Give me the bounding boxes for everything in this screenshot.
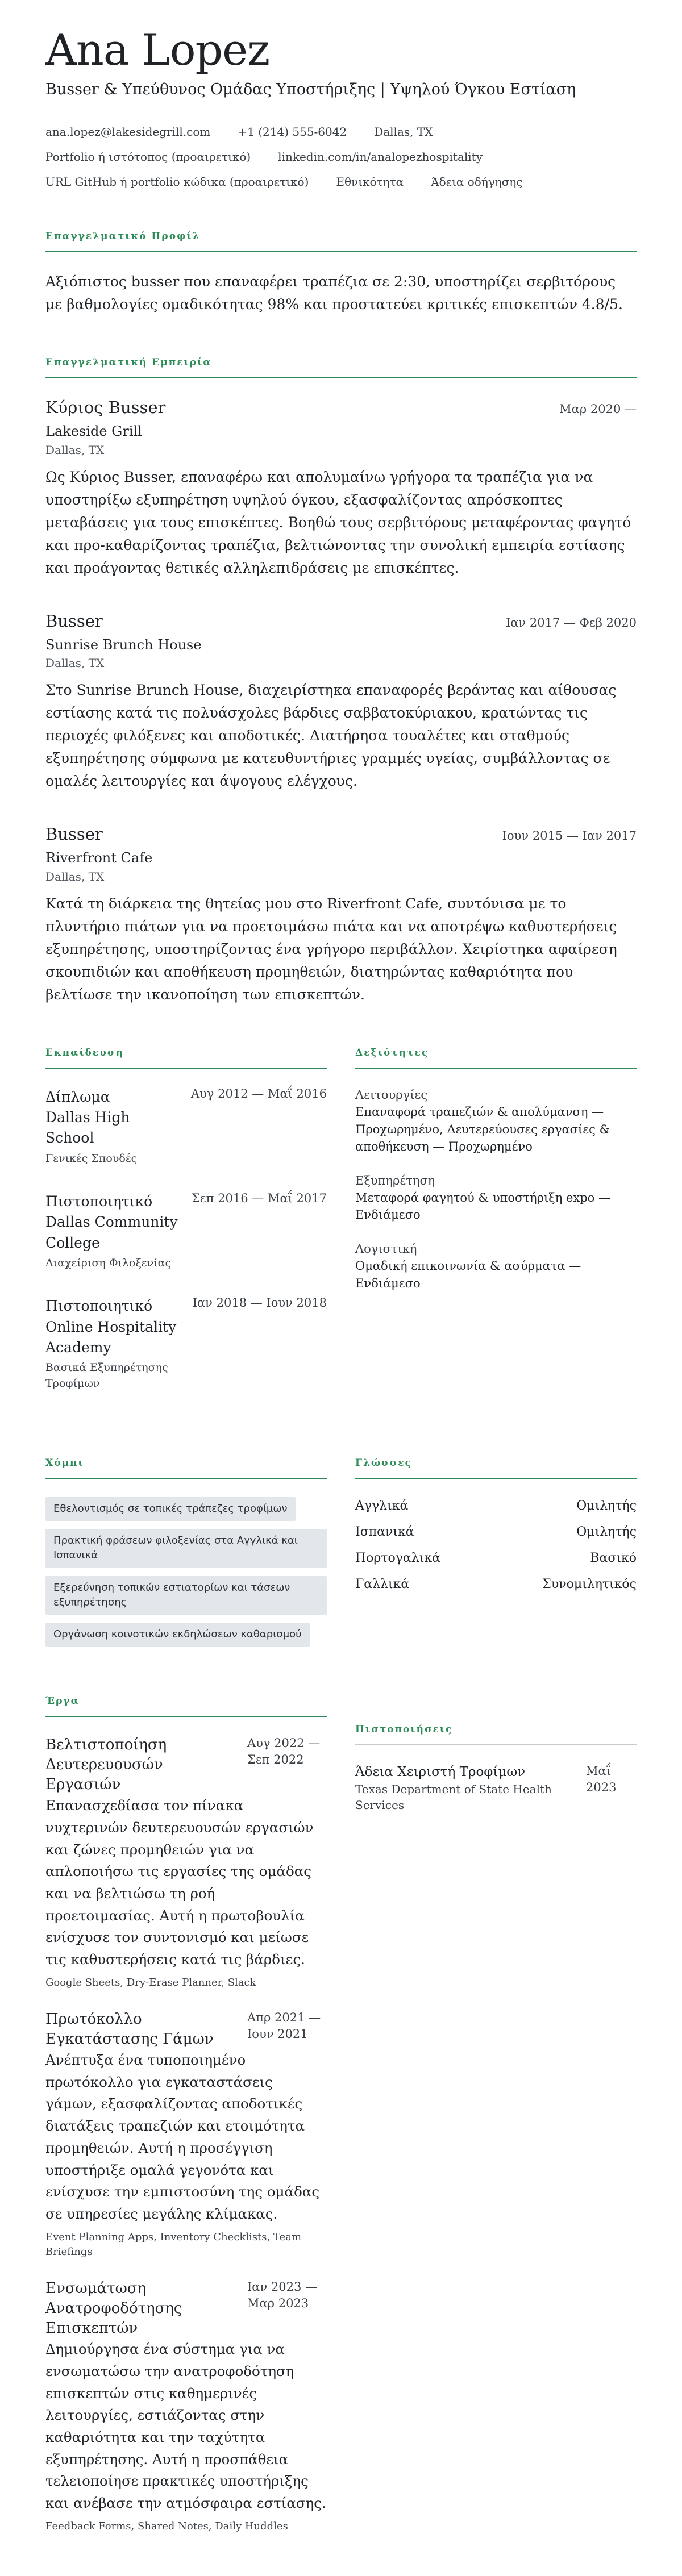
education-school: Dallas Community College bbox=[45, 1214, 178, 1251]
section-title: Πιστοποιήσεις bbox=[355, 1724, 637, 1745]
github-link[interactable]: URL GitHub ή portfolio κώδικα (προαιρετικό) bbox=[45, 175, 309, 189]
job-company: Riverfront Cafe bbox=[45, 850, 153, 866]
skill-list: Μεταφορά φαγητού & υποστήριξη expo — Ενδιάμεσο bbox=[355, 1190, 610, 1222]
projects-section bbox=[45, 1695, 327, 2553]
job-entry bbox=[45, 397, 637, 580]
section-title: Επαγγελματικό Προφίλ bbox=[45, 231, 637, 252]
hobbies-section bbox=[45, 1457, 327, 1654]
certification-issuer: Texas Department of State Health Services bbox=[355, 1782, 552, 1812]
project-description: Δημιούργησα ένα σύστημα για να ενσωματώσω την ανατροφοδότηση επισκεπτών στις καθημερινές λειτουργίες, εστιάζοντας στην καθαριότητα και την ταχύτητα εξυπηρέτησης. Αυτή η προσπάθεια τελειοποίησε πρακτικές υποστήριξης και ανέβασε την ατμόσφαιρα εστίασης. bbox=[45, 2341, 326, 2512]
project-entry bbox=[45, 1735, 327, 1990]
project-dates: Ιαν 2023 — Μαρ 2023 bbox=[247, 2279, 318, 2311]
skills-section bbox=[355, 1047, 637, 1416]
project-tools: Feedback Forms, Shared Notes, Daily Huddles bbox=[45, 2520, 288, 2532]
education-dates: Αυγ 2012 — Μαΐ 2016 bbox=[191, 1086, 327, 1101]
languages-section bbox=[355, 1457, 637, 1654]
skill-group bbox=[355, 1087, 637, 1156]
language-row bbox=[355, 1523, 637, 1541]
skill-list: Επαναφορά τραπεζιών & απολύμανση — Προχωρημένο, Δευτερεύουσες εργασίες & αποθήκευση — Προχωρημένο bbox=[355, 1105, 610, 1154]
hobby-chip: Εξερεύνηση τοπικών εστιατορίων και τάσεων εξυπηρέτησης bbox=[45, 1576, 327, 1615]
section-title: Δεξιότητες bbox=[355, 1047, 637, 1069]
education-entry bbox=[45, 1191, 327, 1271]
education-dates: Σεπ 2016 — Μαΐ 2017 bbox=[191, 1191, 327, 1206]
contact-row bbox=[45, 124, 637, 140]
section-title: Έργα bbox=[45, 1695, 327, 1717]
language-name: Πορτογαλικά bbox=[355, 1551, 440, 1566]
project-tools: Event Planning Apps, Inventory Checklists, Team Briefings bbox=[45, 2231, 302, 2258]
hobbies-languages-row bbox=[45, 1457, 637, 1654]
project-title: Ενσωμάτωση Ανατροφοδότησης Επισκεπτών bbox=[45, 2279, 182, 2337]
job-location: Dallas, TX bbox=[45, 443, 105, 457]
skill-group bbox=[355, 1173, 637, 1224]
linkedin-link[interactable]: linkedin.com/in/analopezhospitality bbox=[278, 150, 483, 164]
job-entry bbox=[45, 610, 637, 793]
education-skills-row bbox=[45, 1047, 637, 1416]
job-company: Lakeside Grill bbox=[45, 423, 142, 440]
education-field: Βασικά Εξυπηρέτησης Τροφίμων bbox=[45, 1361, 168, 1390]
job-dates: Ιουν 2015 — Ιαν 2017 bbox=[502, 829, 637, 843]
project-entry bbox=[45, 2010, 327, 2260]
section-title: Επαγγελματική Εμπειρία bbox=[45, 357, 637, 378]
project-description: Επανασχεδίασα τον πίνακα νυχτερινών δευτερευουσών εργασιών και ζώνες προμηθειών για να απλοποιήσω τις εργασίες της ομάδας και να βελτιώσω τη ροή προετοιμασίας. Αυτή η πρωτοβουλία ενίσχυσε τον συντονισμό και μείωσε τις καθυστερήσεις κατά τις βάρδιες. bbox=[45, 1797, 314, 1968]
skill-list: Ομαδική επικοινωνία & ασύρματα — Ενδιάμεσο bbox=[355, 1259, 581, 1290]
language-level: Συνομιλητικός bbox=[542, 1577, 637, 1591]
certification-name: Άδεια Χειριστή Τροφίμων bbox=[355, 1764, 526, 1779]
location-text: Dallas, TX bbox=[374, 125, 433, 139]
language-name: Γαλλικά bbox=[355, 1577, 410, 1591]
section-title: Εκπαίδευση bbox=[45, 1047, 327, 1069]
portfolio-link[interactable]: Portfolio ή ιστότοπος (προαιρετικό) bbox=[45, 150, 251, 164]
candidate-headline: Busser & Υπεύθυνος Ομάδας Υποστήριξης | Υψηλού Όγκου Εστίαση bbox=[45, 80, 576, 98]
education-dates: Ιαν 2018 — Ιουν 2018 bbox=[192, 1296, 327, 1310]
resume-header bbox=[45, 24, 637, 190]
project-tools: Google Sheets, Dry-Erase Planner, Slack bbox=[45, 1976, 256, 1989]
driving-license-text: Άδεια οδήγησης bbox=[431, 175, 523, 189]
project-dates: Απρ 2021 — Ιουν 2021 bbox=[247, 2010, 321, 2041]
project-title: Πρωτόκολλο Εγκατάστασης Γάμων bbox=[45, 2010, 214, 2048]
language-row bbox=[355, 1497, 637, 1515]
job-title: Busser bbox=[45, 824, 103, 844]
education-degree: Πιστοποιητικό bbox=[45, 1298, 153, 1315]
skill-category: Εξυπηρέτηση bbox=[355, 1173, 435, 1187]
education-section bbox=[45, 1047, 327, 1416]
experience-section bbox=[45, 357, 637, 1006]
project-description: Ανέπτυξα ένα τυποποιημένο πρωτόκολλο για εγκαταστάσεις γάμων, εξασφαλίζοντας αποδοτικές διατάξεις τραπεζιών και ετοιμότητα προμηθειών. Αυτή η προσέγγιση υποστήριξε ομαλά γεγονότα και ενίσχυσε την εμπιστοσύνη της ομάδας σε υπηρεσίες μεγάλης κλίμακας. bbox=[45, 2052, 320, 2222]
certification-entry bbox=[355, 1763, 637, 1813]
certification-date: Μαΐ 2023 bbox=[586, 1764, 617, 1795]
hobby-chip: Οργάνωση κοινοτικών εκδηλώσεων καθαρισμού bbox=[45, 1623, 310, 1647]
projects-certifications-row bbox=[45, 1695, 637, 2553]
job-description: Κατά τη διάρκεια της θητείας μου στο Riverfront Cafe, συντόνισα με το πλυντήριο πιάτων για να προετοιμάσω πιάτα και να αποτρέψω καθυστερήσεις εξυπηρέτησης, υποστηρίζοντας ένα γρήγορο περιβάλλον. Χειρίστηκα αφαίρεση σκουπιδιών και αποθήκευση προμηθειών, διατηρώντας καθαριότητα που βελτίωσε την ικανοποίηση των επισκεπτών. bbox=[45, 895, 617, 1003]
hobby-chip: Πρακτική φράσεων φιλοξενίας στα Αγγλικά και Ισπανικά bbox=[45, 1529, 327, 1568]
job-description: Στο Sunrise Brunch House, διαχειρίστηκα επαναφορές βεράντας και αίθουσας εστίασης κατά τις πολυάσχολες βάρδιες σαββατοκύριακου, κρατώντας τις περιοχές φιλόξενες και αποδοτικές. Διατήρησα τουαλέτες και σταθμούς εξυπηρέτησης σύμφωνα με κατευθυντήριες γραμμές υγείας, συμβάλλοντας σε ομαλές λειτουργίες και άψογους ελέγχους. bbox=[45, 682, 617, 790]
skill-category: Λειτουργίες bbox=[355, 1087, 428, 1102]
nationality-text: Εθνικότητα bbox=[336, 175, 404, 189]
contact-row bbox=[45, 174, 637, 190]
education-degree: Πιστοποιητικό bbox=[45, 1193, 153, 1210]
language-row bbox=[355, 1549, 637, 1568]
project-dates: Αυγ 2022 — Σεπ 2022 bbox=[247, 1736, 321, 1767]
education-school: Dallas High School bbox=[45, 1109, 130, 1147]
language-level: Ομιλητής bbox=[576, 1525, 637, 1540]
language-level: Βασικό bbox=[590, 1551, 637, 1566]
job-title: Κύριος Busser bbox=[45, 398, 166, 418]
job-company: Sunrise Brunch House bbox=[45, 636, 202, 653]
skill-group bbox=[355, 1241, 637, 1292]
language-level: Ομιλητής bbox=[576, 1499, 637, 1514]
profile-section bbox=[45, 231, 637, 316]
section-title: Γλώσσες bbox=[355, 1457, 637, 1479]
job-dates: Μαρ 2020 — bbox=[559, 402, 637, 416]
education-field: Διαχείριση Φιλοξενίας bbox=[45, 1256, 172, 1269]
education-field: Γενικές Σπουδές bbox=[45, 1152, 138, 1165]
education-entry bbox=[45, 1087, 327, 1166]
job-location: Dallas, TX bbox=[45, 869, 105, 883]
contact-row bbox=[45, 149, 637, 165]
language-name: Αγγλικά bbox=[355, 1499, 409, 1514]
certifications-section bbox=[355, 1695, 637, 2553]
education-entry bbox=[45, 1296, 327, 1391]
job-title: Busser bbox=[45, 611, 103, 631]
email-link[interactable]: ana.lopez@lakesidegrill.com bbox=[45, 125, 211, 139]
job-dates: Ιαν 2017 — Φεβ 2020 bbox=[505, 615, 637, 630]
language-row bbox=[355, 1575, 637, 1594]
job-entry bbox=[45, 823, 637, 1006]
project-entry bbox=[45, 2279, 327, 2534]
candidate-name: Ana Lopez bbox=[45, 24, 270, 75]
phone-link[interactable]: +1 (214) 555-6042 bbox=[238, 125, 347, 139]
job-description: Ως Κύριος Busser, επαναφέρω και απολυμαίνω γρήγορα τα τραπέζια για να υποστηρίξω εξυπηρέτηση υψηλού όγκου, εξασφαλίζοντας απρόσκοπτες μεταβάσεις για τους επισκέπτες. Βοηθώ τους σερβιτόρους μεταφέροντας φαγητό και προ-καθαρίζοντας τραπέζια, βελτιώνοντας την συνολική εμπειρία εστίασης και προάγοντας θετικές αλληλεπιδράσεις με επισκέπτες. bbox=[45, 468, 631, 576]
education-degree: Δίπλωμα bbox=[45, 1088, 110, 1105]
profile-summary: Αξιόπιστος busser που επαναφέρει τραπέζια σε 2:30, υποστηρίζει σερβιτόρους με βαθμολογίες ομαδικότητας 98% και προστατεύει κριτικές επισκεπτών 4.8/5. bbox=[45, 273, 623, 313]
education-school: Online Hospitality Academy bbox=[45, 1318, 177, 1356]
project-title: Βελτιστοποίηση Δευτερευουσών Εργασιών bbox=[45, 1736, 167, 1794]
hobby-chip: Εθελοντισμός σε τοπικές τράπεζες τροφίμων bbox=[45, 1497, 296, 1521]
skill-category: Λογιστική bbox=[355, 1241, 417, 1256]
job-location: Dallas, TX bbox=[45, 656, 105, 670]
language-name: Ισπανικά bbox=[355, 1525, 414, 1540]
section-title: Χόμπι bbox=[45, 1457, 327, 1479]
